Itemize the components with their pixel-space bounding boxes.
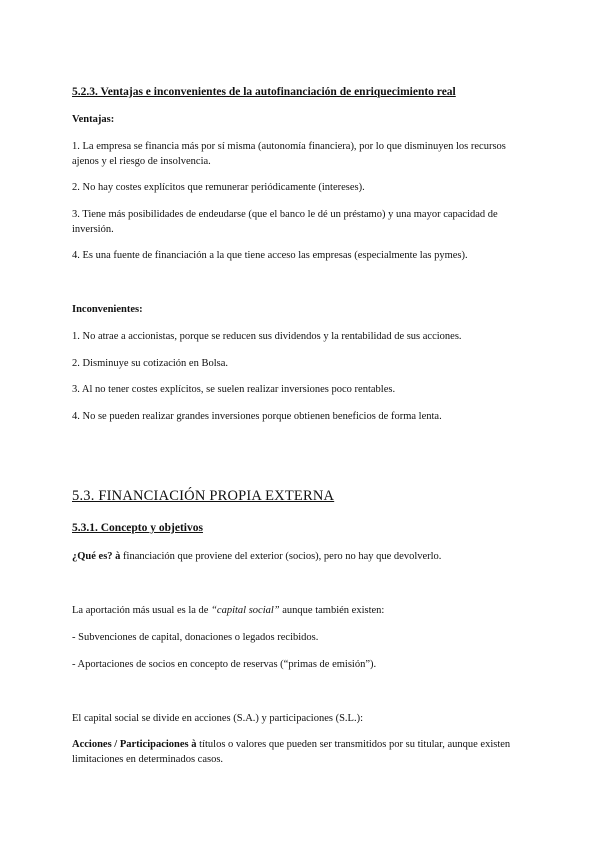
que-es-text: financiación que proviene del exterior (socios), pero no hay que devolverlo. — [120, 551, 442, 562]
que-es-paragraph — [72, 549, 528, 564]
inconveniente-item-2: 2. Disminuye su cotización en Bolsa. — [72, 358, 229, 369]
capital-social-paragraph: El capital social se divide en acciones (S.A.) y participaciones (S.L.): — [72, 713, 363, 724]
ventaja-item-2: 2. No hay costes explícitos que remunerar periódicamente (intereses). — [72, 182, 365, 193]
ventaja-item-3: 3. Tiene más posibilidades de endeudarse (que el banco le dé un préstamo) y una mayor capacidad de inversión. — [72, 209, 498, 235]
inconveniente-item-4: 4. No se pueden realizar grandes inversiones porque obtienen beneficios de forma lenta. — [72, 411, 442, 422]
inconveniente-item-3: 3. Al no tener costes explícitos, se suelen realizar inversiones poco rentables. — [72, 384, 396, 395]
section-531-heading: 5.3.1. Concepto y objetivos — [72, 522, 203, 534]
list-item-1: - Subvenciones de capital, donaciones o legados recibidos. — [72, 632, 319, 643]
aportacion-em: “capital social” — [211, 605, 280, 616]
ventaja-item-1: 1. La empresa se financia más por sí misma (autonomía financiera), por lo que disminuyen los recursos ajenos y el riesgo de insolvencia. — [72, 141, 506, 167]
acciones-text: títulos o valores que pueden ser transmitidos por su titular, aunque existen limitaciones en determinados casos. — [72, 739, 511, 765]
section-53-heading: 5.3. FINANCIACIÓN PROPIA EXTERNA — [72, 488, 335, 504]
ventajas-title: Ventajas: — [72, 114, 115, 125]
inconveniente-item-1: 1. No atrae a accionistas, porque se reducen sus dividendos y la rentabilidad de sus acciones. — [72, 331, 462, 342]
aportacion-pre: La aportación más usual es la de — [72, 605, 212, 616]
section-523-heading: 5.2.3. Ventajas e inconvenientes de la autofinanciación de enriquecimiento real — [72, 86, 456, 98]
aportacion-post: aunque también existen: — [279, 605, 385, 616]
que-es-label: ¿Qué es? à — [72, 551, 121, 562]
acciones-paragraph — [72, 737, 528, 767]
ventaja-item-4: 4. Es una fuente de financiación a la que tiene acceso las empresas (especialmente las pymes). — [72, 250, 468, 261]
list-item-2: - Aportaciones de socios en concepto de reservas (“primas de emisión”). — [72, 659, 377, 670]
acciones-label: Acciones / Participaciones à — [72, 739, 197, 750]
aportacion-paragraph — [72, 603, 528, 618]
inconvenientes-title: Inconvenientes: — [72, 304, 143, 315]
